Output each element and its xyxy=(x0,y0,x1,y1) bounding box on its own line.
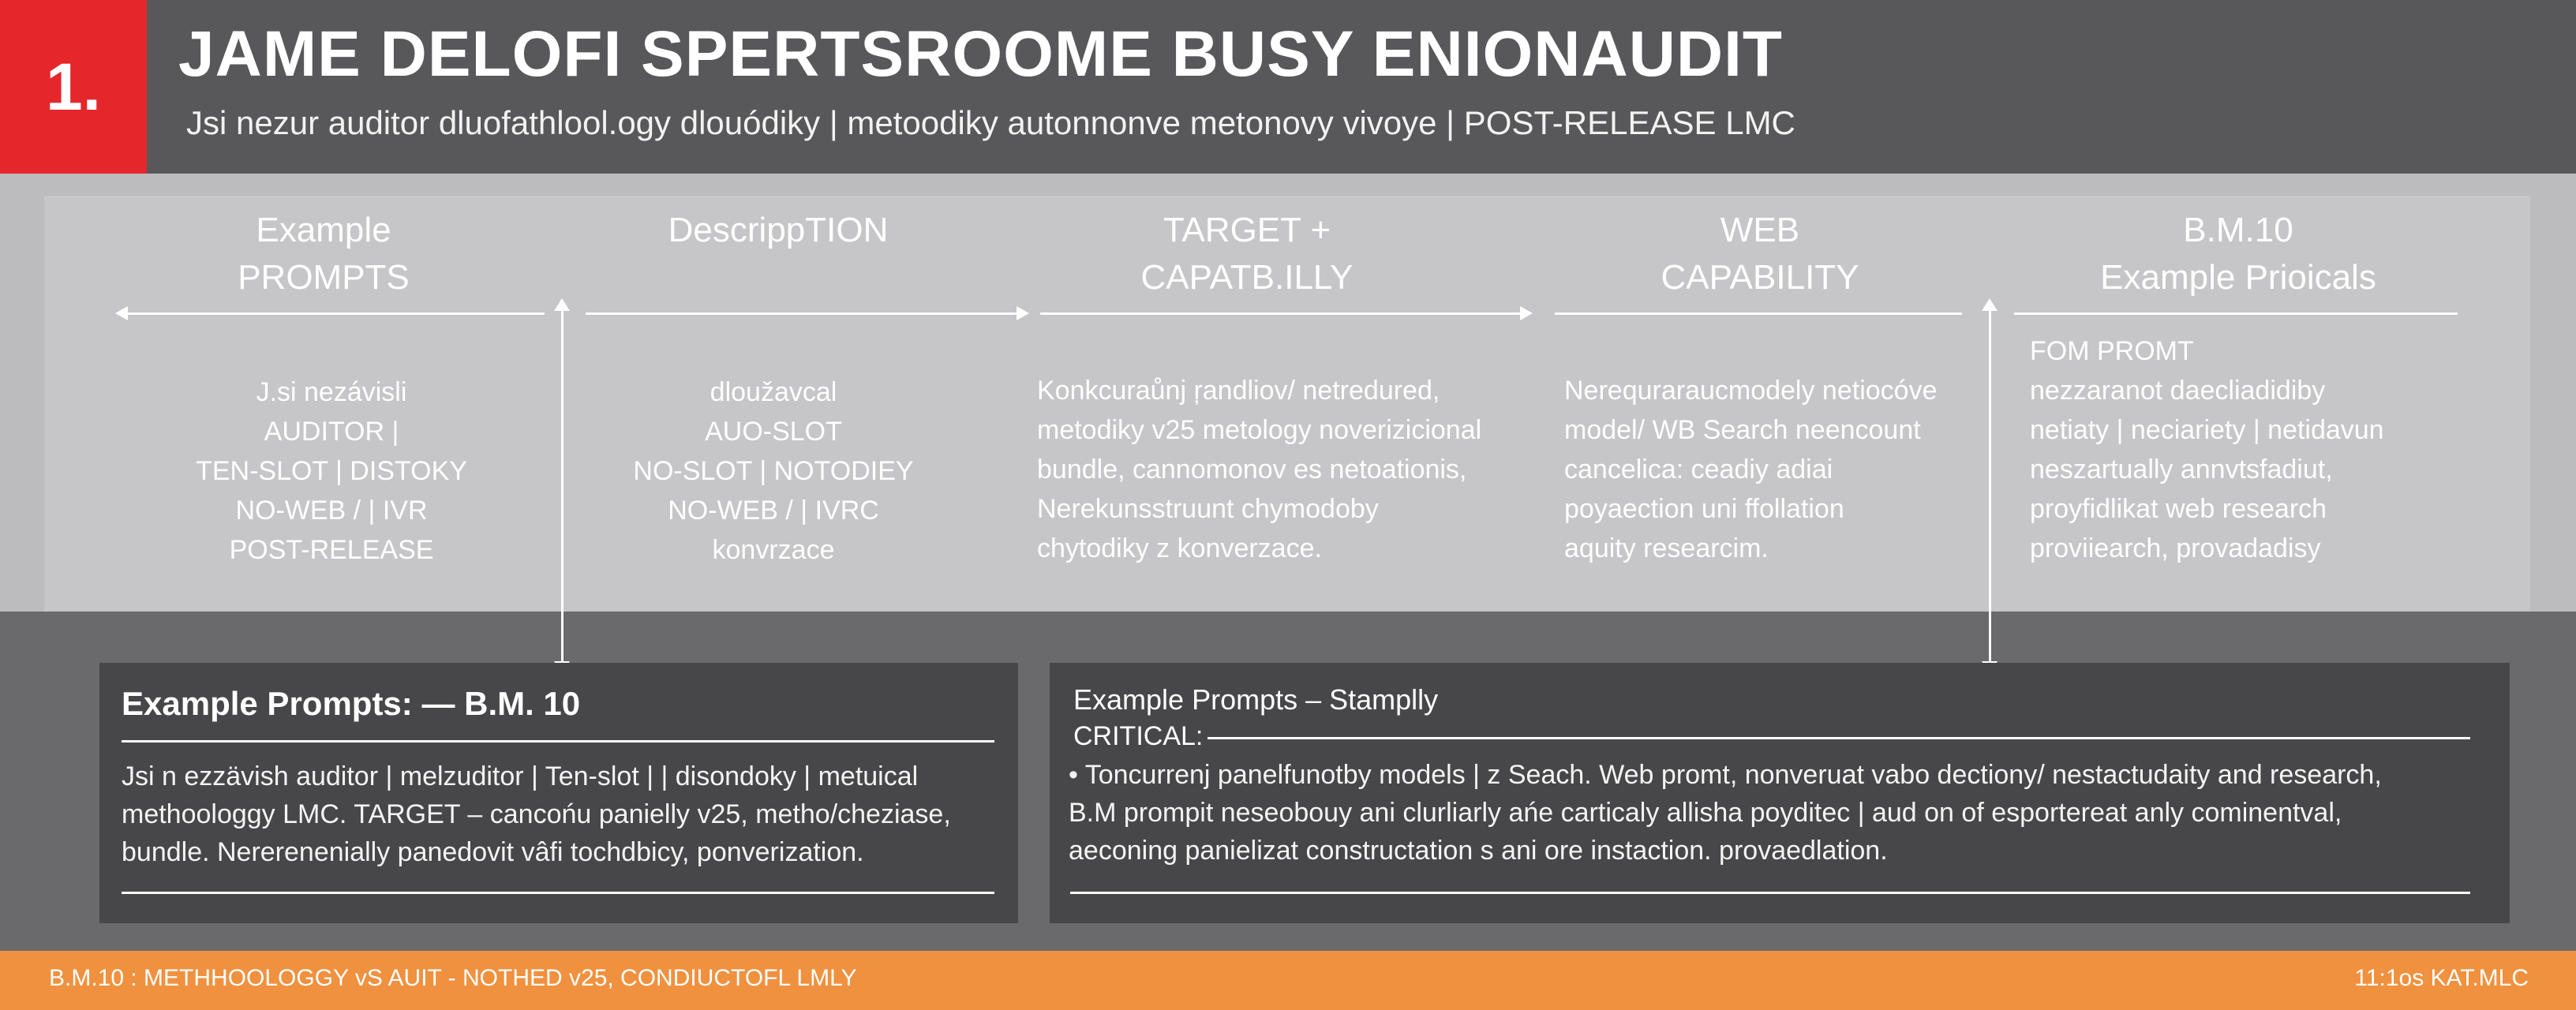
column-heading-line: Example xyxy=(256,211,391,249)
box-right-text-line: aeconing panielizat constructation s ani ore instaction. provaedlation. xyxy=(1069,836,1888,866)
box-left-text-line: Jsi n ezzävish auditor | melzuditor | Ten-slot | | disondoky | metuical xyxy=(122,761,919,791)
column-body-example-prompts xyxy=(166,372,497,570)
column-body-line: NO-SLOT | NOTODIEY xyxy=(633,456,914,486)
column-body-line: aquity researcim. xyxy=(1564,533,1769,563)
column-body-line: model/ WB Search neencount xyxy=(1564,415,1921,445)
column-body-line: chytodiky z konverzace. xyxy=(1037,533,1322,563)
column-body-line: Nerekunsstruunt chymodoby xyxy=(1037,494,1379,524)
column-heading-line: CAPATB.ILLY xyxy=(1140,258,1354,297)
separator-line xyxy=(2014,312,2458,315)
box-right-text-line: B.M prompit neseobouy ani clurliarly ańe carticaly allisha poyditec | aud on of esportereat anly cominentval, xyxy=(1069,798,2342,828)
column-heading-description xyxy=(620,207,936,254)
column-body-line: NO-WEB / | IVR xyxy=(235,496,428,526)
footer-bar xyxy=(0,951,2576,1010)
separator-arrow-right xyxy=(586,312,1018,315)
column-heading-line: B.M.10 xyxy=(2183,211,2293,249)
column-body-line: cancelica: ceadiy adiai xyxy=(1564,454,1833,484)
column-heading-line: WEB xyxy=(1720,211,1800,249)
column-body-line: poyaection uni ffollation xyxy=(1564,494,1844,524)
header-bar xyxy=(0,0,2576,174)
footer-right-text: 11:1os KAT.MLC xyxy=(2354,965,2529,991)
column-body-line: bundle, cannomonov es netoationis, xyxy=(1037,454,1467,484)
column-heading-line: DescrippTION xyxy=(668,211,889,249)
column-body-line: dloužavcal xyxy=(710,377,837,407)
column-body-line: proviiearch, provadadisy xyxy=(2030,533,2321,563)
vertical-double-arrow xyxy=(561,309,564,663)
column-body-line: AUDITOR | xyxy=(264,417,399,447)
column-body-line: nezzaranot daecliadidiby xyxy=(2030,376,2326,406)
column-heading-line: CAPABILITY xyxy=(1661,258,1859,297)
box-right-text xyxy=(1069,756,2382,870)
section-number: 1. xyxy=(0,0,147,174)
box-right-rule-top xyxy=(1208,737,2470,739)
page-subtitle: Jsi nezur auditor dluofathlool.ogy dlouódiky | metoodiky autonnonve metonovy vivoye | POST-RELEASE LMC xyxy=(186,104,1795,141)
column-heading-bm10 xyxy=(2033,207,2443,301)
column-body-web-capability xyxy=(1564,371,1975,568)
example-prompts-box-right xyxy=(1050,663,2510,923)
column-body-line: TEN-SLOT | DISTOKY xyxy=(196,456,467,486)
page-title: JAME DELOFI SPERTSROOME BUSY ENIONAUDIT xyxy=(178,18,1784,90)
column-body-line: FOM PROMT xyxy=(2030,336,2194,366)
column-body-line: J.si nezávisli xyxy=(256,377,407,407)
example-prompts-box-left xyxy=(99,663,1018,923)
box-right-rule-bottom xyxy=(1070,892,2470,894)
column-body-line: POST-RELEASE xyxy=(229,535,434,565)
separator-arrow-left xyxy=(126,312,545,315)
box-right-title: Example Prompts – Stamplly xyxy=(1073,683,1439,716)
vertical-double-arrow xyxy=(1989,309,1991,663)
box-left-text-line: methoologgy LMC. TARGET – cancońu panielly v25, metho/cheziase, xyxy=(122,799,951,829)
column-body-line: proyfidlikat web research xyxy=(2030,494,2327,524)
column-body-bm10 xyxy=(2030,331,2472,568)
box-left-text xyxy=(122,758,951,871)
column-body-line: neszartually annvtsfadiut, xyxy=(2030,454,2333,484)
column-body-line: netiaty | neciariety | netidavun xyxy=(2030,415,2384,445)
column-body-line: metodiky v25 metology noverizicional xyxy=(1037,415,1482,445)
box-left-text-line: bundle. Nererenenially panedovit vâfi tochdbicy, ponverization. xyxy=(122,837,864,867)
column-heading-line: PROMPTS xyxy=(238,258,410,297)
column-body-line: konvrzace xyxy=(712,535,835,565)
column-body-line: Nerequraraucmodely netiocóve xyxy=(1564,376,1938,406)
columns-panel xyxy=(0,174,2576,612)
box-left-rule-bottom xyxy=(122,892,994,894)
column-body-target-capability xyxy=(1037,371,1542,568)
column-heading-line: TARGET + xyxy=(1163,211,1331,249)
separator-arrow-right xyxy=(1040,312,1522,315)
separator-line xyxy=(1555,312,1962,315)
column-heading-example-prompts xyxy=(205,207,442,301)
column-heading-target-capability xyxy=(1089,207,1405,301)
column-heading-web-capability xyxy=(1602,207,1918,301)
footer-left-text: B.M.10 : METHHOOLOGGY vS AUIT - NOTHED v25, CONDIUCTOFL LMLY xyxy=(49,965,857,991)
box-left-rule-top xyxy=(122,740,994,743)
box-left-title: Example Prompts: — B.M. 10 xyxy=(122,685,581,722)
box-right-label: CRITICAL: xyxy=(1073,721,1204,751)
column-body-line: Konkcuraůnj ŗandliov/ netredured, xyxy=(1037,376,1440,406)
column-body-line: AUO-SLOT xyxy=(705,417,842,447)
box-right-text-line: • Toncurrenj panelfunotby models | z Seach. Web promt, nonveruat vabo dectiony/ nestactudaity and research, xyxy=(1069,760,2382,790)
column-body-line: NO-WEB / | IVRC xyxy=(668,496,879,526)
column-heading-line: Example Prioicals xyxy=(2100,258,2376,297)
column-body-description xyxy=(608,372,939,570)
